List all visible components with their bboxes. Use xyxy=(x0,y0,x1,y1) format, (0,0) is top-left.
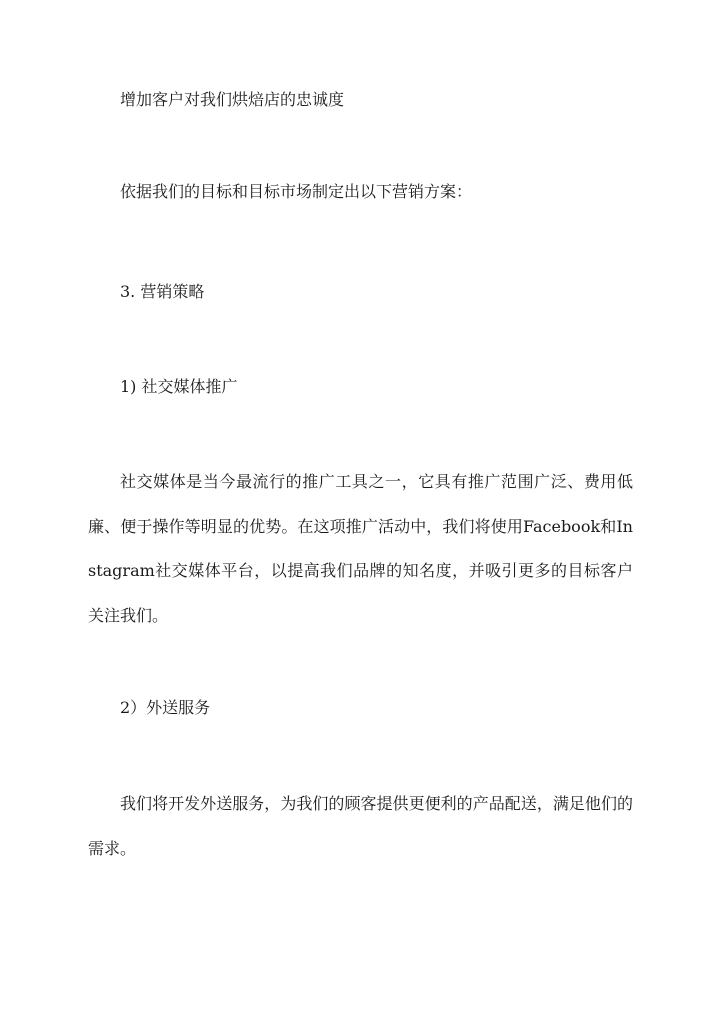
subsection-heading-social-media: 1) 社交媒体推广 xyxy=(120,377,238,396)
goal-line: 增加客户对我们烘焙店的忠诚度 xyxy=(120,90,345,109)
paragraph-delivery: 我们将开发外送服务，为我们的顾客提供更便利的产品配送，满足他们的需求。 xyxy=(88,794,633,858)
section-heading: 3. 营销策略 xyxy=(120,282,205,301)
subsection-heading-delivery: 2）外送服务 xyxy=(120,698,211,717)
plan-intro: 依据我们的目标和目标市场制定出以下营销方案： xyxy=(120,182,473,201)
paragraph-social-media: 社交媒体是当今最流行的推广工具之一，它具有推广范围广泛、费用低廉、便于操作等明显的优势。在这项推广活动中，我们将使用Facebook和Instagram社交媒体平台，以提高我们品牌的知名度，并吸引更多的目标客户关注我们。 xyxy=(88,472,633,625)
